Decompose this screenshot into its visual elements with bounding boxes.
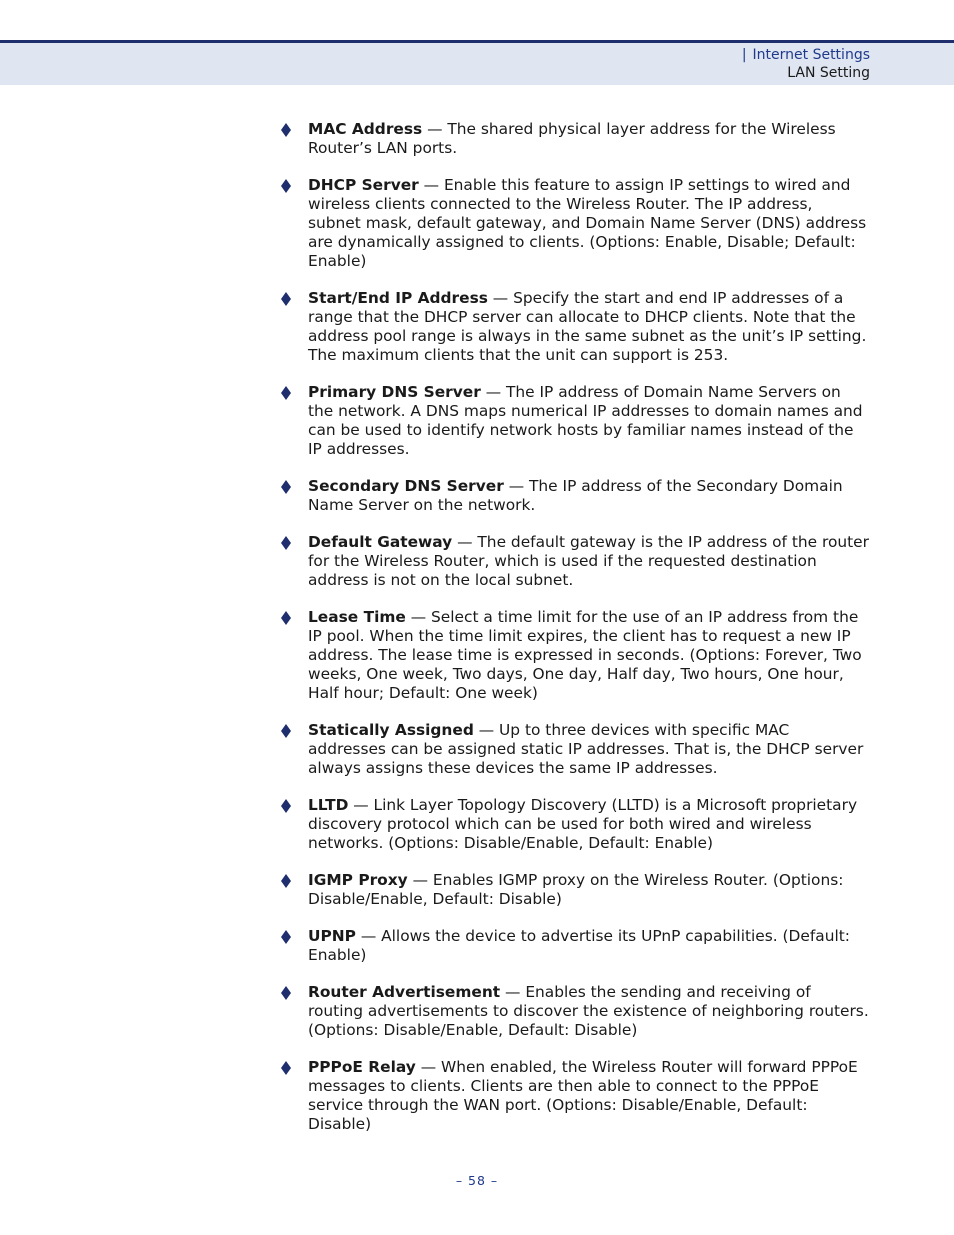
item-term: Lease Time bbox=[308, 608, 406, 626]
header-section-title: Internet Settings bbox=[752, 47, 870, 63]
header-subsection: LAN Setting bbox=[787, 65, 870, 81]
diamond-bullet-icon bbox=[280, 608, 292, 627]
list-item bbox=[280, 289, 870, 365]
list-item bbox=[280, 176, 870, 271]
list-item bbox=[280, 383, 870, 459]
diamond-bullet-icon bbox=[280, 477, 292, 496]
definition-list bbox=[280, 120, 870, 1152]
item-term: DHCP Server bbox=[308, 176, 419, 194]
item-description: — Enable this feature to assign IP settings to wired and wireless clients connected to the Wireless Router. The IP address, subnet mask, default gateway, and Domain Name Server (DNS) address are dynamically assigned to clients. (Options: Enable, Disable; Default: Enable) bbox=[308, 176, 867, 270]
diamond-bullet-icon bbox=[280, 927, 292, 946]
list-item bbox=[280, 721, 870, 778]
diamond-bullet-icon bbox=[280, 533, 292, 552]
header-separator: | bbox=[741, 47, 747, 63]
item-term: PPPoE Relay bbox=[308, 1058, 416, 1076]
list-item bbox=[280, 608, 870, 703]
page-number: – 58 – bbox=[455, 1173, 499, 1188]
diamond-bullet-icon bbox=[280, 1058, 292, 1077]
item-description: — Enables the sending and receiving of routing advertisements to discover the existence of neighboring routers. (Options: Disable/Enable, Default: Disable) bbox=[308, 983, 869, 1039]
list-item bbox=[280, 1058, 870, 1134]
diamond-bullet-icon bbox=[280, 796, 292, 815]
item-term: UPNP bbox=[308, 927, 356, 945]
diamond-bullet-icon bbox=[280, 871, 292, 890]
item-term: Router Advertisement bbox=[308, 983, 501, 1001]
item-description: — Up to three devices with specific MAC addresses can be assigned static IP addresses. That is, the DHCP server always assigns these devices the same IP addresses. bbox=[308, 721, 864, 777]
running-header bbox=[742, 46, 870, 82]
item-term: Statically Assigned bbox=[308, 721, 474, 739]
item-term: MAC Address bbox=[308, 120, 423, 138]
diamond-bullet-icon bbox=[280, 176, 292, 195]
list-item bbox=[280, 120, 870, 158]
list-item bbox=[280, 927, 870, 965]
list-item bbox=[280, 533, 870, 590]
item-description: — Enables IGMP proxy on the Wireless Router. (Options: Disable/Enable, Default: Disable) bbox=[308, 871, 844, 908]
diamond-bullet-icon bbox=[280, 983, 292, 1002]
list-item bbox=[280, 871, 870, 909]
list-item bbox=[280, 796, 870, 853]
diamond-bullet-icon bbox=[280, 721, 292, 740]
header-section bbox=[742, 46, 870, 64]
item-description: — Link Layer Topology Discovery (LLTD) is a Microsoft proprietary discovery protocol which can be used for both wired and wireless networks. (Options: Disable/Enable, Default: Enable) bbox=[308, 796, 858, 852]
diamond-bullet-icon bbox=[280, 289, 292, 308]
item-term: Start/End IP Address bbox=[308, 289, 488, 307]
item-description: — The default gateway is the IP address of the router for the Wireless Router, which is used if the requested destination address is not on the local subnet. bbox=[308, 533, 869, 589]
item-term: Primary DNS Server bbox=[308, 383, 481, 401]
item-term: Default Gateway bbox=[308, 533, 453, 551]
item-description: — Allows the device to advertise its UPnP capabilities. (Default: Enable) bbox=[308, 927, 850, 964]
item-term: Secondary DNS Server bbox=[308, 477, 504, 495]
diamond-bullet-icon bbox=[280, 120, 292, 139]
list-item bbox=[280, 477, 870, 515]
list-item bbox=[280, 983, 870, 1040]
item-term: LLTD bbox=[308, 796, 349, 814]
item-term: IGMP Proxy bbox=[308, 871, 408, 889]
item-description: — When enabled, the Wireless Router will forward PPPoE messages to clients. Clients are then able to connect to the PPPoE service through the WAN port. (Options: Disable/Enable, Default: Disable) bbox=[308, 1058, 858, 1133]
item-description: — The IP address of the Secondary Domain Name Server on the network. bbox=[308, 477, 843, 514]
item-description: — The shared physical layer address for the Wireless Router’s LAN ports. bbox=[308, 120, 836, 157]
item-description: — Specify the start and end IP addresses of a range that the DHCP server can allocate to DHCP clients. Note that the address pool range is always in the same subnet as the unit’s IP setting. The maximum clients that the unit can support is 253. bbox=[308, 289, 867, 364]
item-description: — The IP address of Domain Name Servers on the network. A DNS maps numerical IP addresses to domain names and can be used to identify network hosts by familiar names instead of the IP addresses. bbox=[308, 383, 863, 458]
diamond-bullet-icon bbox=[280, 383, 292, 402]
item-description: — Select a time limit for the use of an IP address from the IP pool. When the time limit expires, the client has to request a new IP address. The lease time is expressed in seconds. (Options: Forever, Two weeks, One week, Two days, One day, Half day, Two hours, One hour, Half hour; Default: One week) bbox=[308, 608, 862, 702]
